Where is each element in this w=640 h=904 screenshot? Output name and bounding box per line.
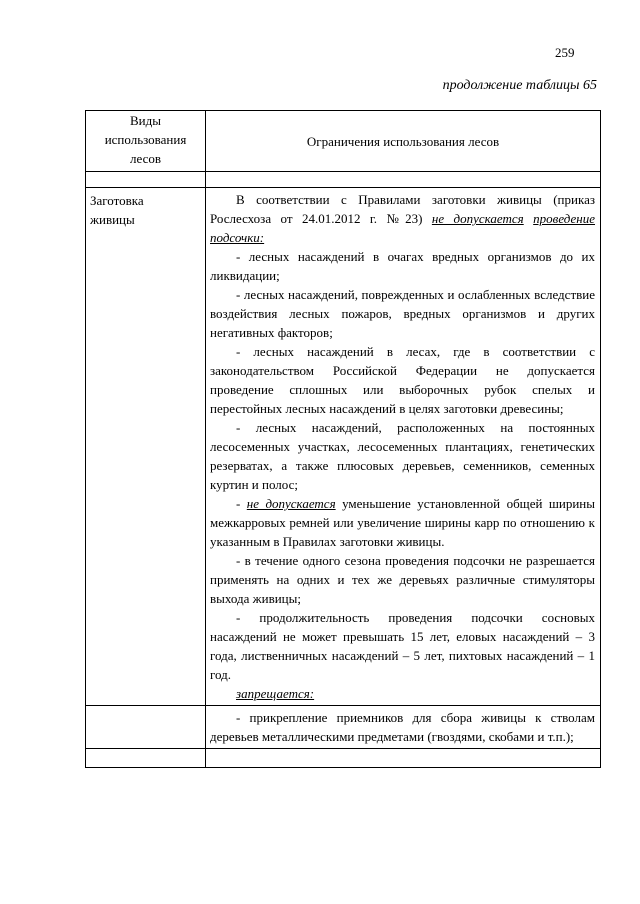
restriction-item: - в течение одного сезона проведения подсочки не разрешается применять на одних и тех же деревьях различные стимуляторы выхода живицы; [210, 553, 595, 606]
empty-cell [86, 706, 206, 749]
table-header-row [86, 111, 601, 172]
not-allowed-paragraph [210, 494, 595, 551]
restriction-item: - лесных насаждений в лесах, где в соответствии с законодательством Российской Федерации не допускается проведение сплошных или выборочных рубок спелых и перестойных лесных насаждений в целях заготовки древесины; [210, 344, 595, 416]
restriction-item: - лесных насаждений, поврежденных и ослабленных вследствие воздействия лесных пожаров, вредных организмов и других негативных факторов; [210, 287, 595, 340]
not-allowed-emphasis: не допускается [246, 496, 336, 511]
spacer-row [86, 749, 601, 768]
empty-cell [206, 749, 601, 768]
table-row [86, 706, 601, 749]
header-kind-line: Виды [130, 113, 161, 128]
table-continuation-caption: продолжение таблицы 65 [442, 78, 597, 93]
header-kind-line: лесов [130, 151, 161, 166]
forbidden-cell [206, 706, 601, 749]
forbidden-label: запрещается: [236, 686, 315, 701]
empty-cell [86, 172, 206, 188]
forbidden-item: - прикрепление приемников для сбора живицы к стволам деревьев металлическими предметами (гвоздями, скобами и т.п.); [210, 710, 595, 744]
header-kind-cell [86, 111, 206, 172]
header-restrictions-cell: Ограничения использования лесов [206, 111, 601, 172]
kind-line: Заготовка [90, 193, 144, 208]
conduct-emphasis: проведение подсочки: [210, 211, 595, 245]
empty-cell [86, 749, 206, 768]
empty-cell [206, 172, 601, 188]
table-row [86, 188, 601, 706]
forbidden-label-paragraph [210, 684, 595, 703]
not-allowed-emphasis: не допускается [431, 211, 524, 226]
not-allowed-text: уменьшение установленной общей ширины межкарровых ремней или увеличение ширины карр по отношению к указанным в Правилах заготовки живицы. [210, 496, 595, 549]
kind-cell [86, 188, 206, 706]
dash: - [236, 496, 247, 511]
spacer-row [86, 172, 601, 188]
restrictions-cell [206, 188, 601, 706]
intro-paragraph [210, 190, 595, 247]
restriction-item: - лесных насаждений в очагах вредных организмов до их ликвидации; [210, 249, 595, 283]
kind-line: живицы [90, 212, 135, 227]
page-number: 259 [555, 45, 575, 60]
forest-use-table [85, 110, 601, 768]
restriction-item: - продолжительность проведения подсочки сосновых насаждений не может превышать 15 лет, еловых насаждений – 3 года, лиственничных насаждений – 5 лет, пихтовых насаждений – 1 год. [210, 610, 595, 682]
intro-text: В соответствии с Правилами заготовки живицы (приказ Рослесхоза от 24.01.2012 г. №23) [210, 192, 595, 226]
header-kind-line: использования [104, 132, 187, 147]
restriction-item: - лесных насаждений, расположенных на постоянных лесосеменных участках, лесосеменных плантациях, генетических резерватах, а также плюсовых деревьев, семенников, семенных куртин и полос; [210, 420, 595, 492]
